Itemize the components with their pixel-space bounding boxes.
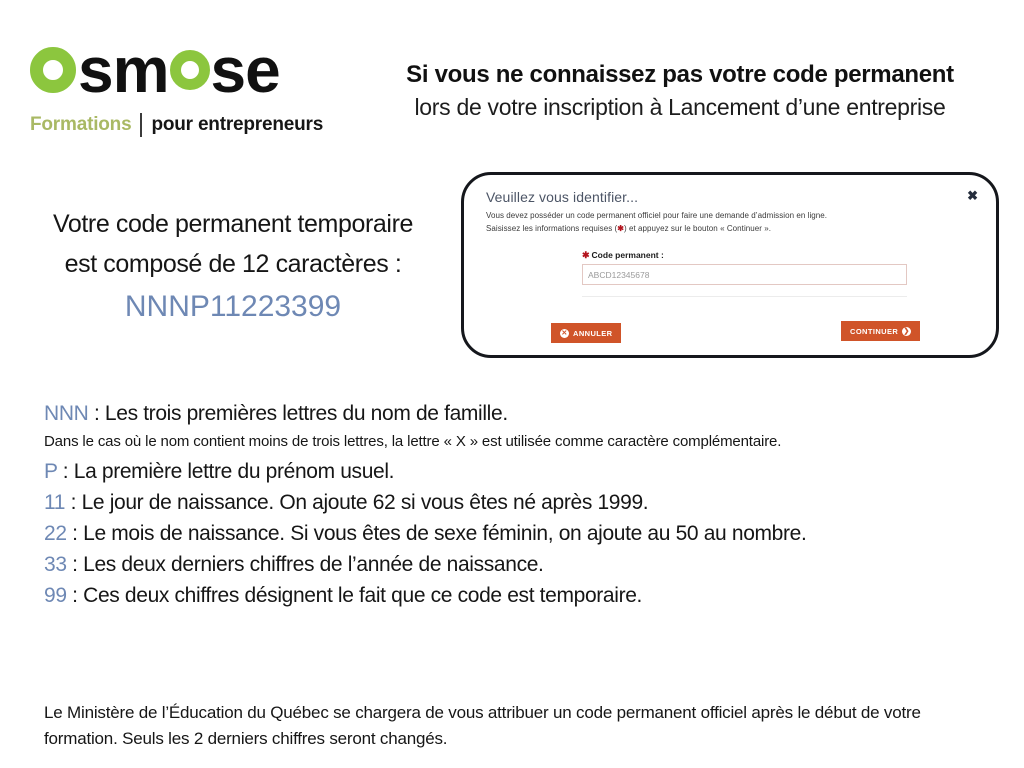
code-explanation-list (44, 398, 994, 611)
list-item (44, 487, 994, 518)
required-star-icon: ✱ (617, 223, 624, 233)
page-title (360, 60, 1000, 122)
code-permanent-label-text: Code permanent : (591, 250, 664, 260)
osmose-logo (30, 36, 330, 137)
explain-key: NNN (44, 402, 89, 425)
close-icon[interactable]: ✖ (967, 188, 978, 203)
dialog-desc2-before: Saisissez les informations requises ( (486, 223, 618, 233)
required-star-icon: ✱ (582, 250, 590, 260)
explain-key: 11 (44, 491, 66, 514)
explain-text: : Ces deux chiffres désignent le fait que ce code est temporaire. (66, 584, 643, 607)
footer-note: Le Ministère de l’Éducation du Québec se chargera de vous attribuer un code permanent officiel après le début de votre formation. Seuls les 2 derniers chiffres seront changés. (44, 703, 921, 748)
logo-tagline-right: pour entrepreneurs (151, 114, 324, 135)
explain-text: : Le mois de naissance. Si vous êtes de sexe féminin, on ajoute au 50 au nombre. (66, 522, 807, 545)
cancel-button-label: ANNULER (573, 328, 613, 338)
logo-tagline-left: Formations (30, 114, 132, 135)
list-item (44, 398, 994, 429)
temporary-code-line2: est composé de 12 caractères : (64, 250, 402, 278)
explain-text: : Les deux derniers chiffres de l’année de naissance. (66, 553, 544, 576)
list-item (44, 549, 994, 580)
identify-dialog (461, 172, 999, 358)
logo-wordmark (30, 36, 330, 104)
code-permanent-field-group (486, 250, 974, 297)
list-item (44, 456, 994, 487)
explain-text: : La première lettre du prénom usuel. (57, 460, 395, 483)
list-item (44, 518, 994, 549)
explain-key: 22 (44, 522, 67, 545)
explain-note: Dans le cas où le nom contient moins de trois lettres, la lettre « X » est utilisée comme caractère complémentaire. (44, 433, 782, 450)
dialog-description-line2 (486, 223, 974, 235)
logo-tagline-divider (140, 113, 142, 137)
list-item (44, 580, 994, 611)
cancel-icon: ✕ (561, 329, 568, 337)
field-divider (582, 296, 907, 297)
code-permanent-label (582, 250, 974, 261)
continue-arrow-icon: ❯ (903, 327, 910, 335)
explain-text: : Le jour de naissance. On ajoute 62 si vous êtes né après 1999. (65, 491, 649, 514)
logo-tagline (30, 113, 330, 137)
dialog-desc2-after: ) et appuyez sur le bouton « Continuer ». (624, 223, 772, 233)
continue-button-label: CONTINUER (850, 326, 899, 336)
explain-key: 99 (44, 584, 67, 607)
temporary-code-sample: NNNP11223399 (124, 290, 342, 323)
explain-key: 33 (44, 553, 67, 576)
explain-text: : Les trois premières lettres du nom de famille. (88, 402, 508, 425)
logo-ring-o-icon (30, 47, 76, 93)
dialog-title: Veuillez vous identifier... (486, 189, 639, 205)
cancel-button[interactable] (551, 323, 621, 343)
temporary-code-line1: Votre code permanent temporaire (52, 210, 414, 238)
continue-button[interactable] (841, 321, 920, 341)
page-title-line2: lors de votre inscription à Lancement d’une entreprise (414, 94, 946, 120)
logo-text-se: se (210, 34, 280, 106)
page-title-line1: Si vous ne connaissez pas votre code permanent (406, 61, 954, 88)
temporary-code-block (8, 204, 458, 328)
explain-key: P (44, 460, 58, 483)
dialog-description-line1: Vous devez posséder un code permanent officiel pour faire une demande d’admission en ligne. (486, 211, 828, 220)
code-permanent-input[interactable] (582, 264, 907, 285)
logo-ring-o2-icon (170, 50, 210, 90)
logo-text-sm: sm (78, 34, 169, 106)
